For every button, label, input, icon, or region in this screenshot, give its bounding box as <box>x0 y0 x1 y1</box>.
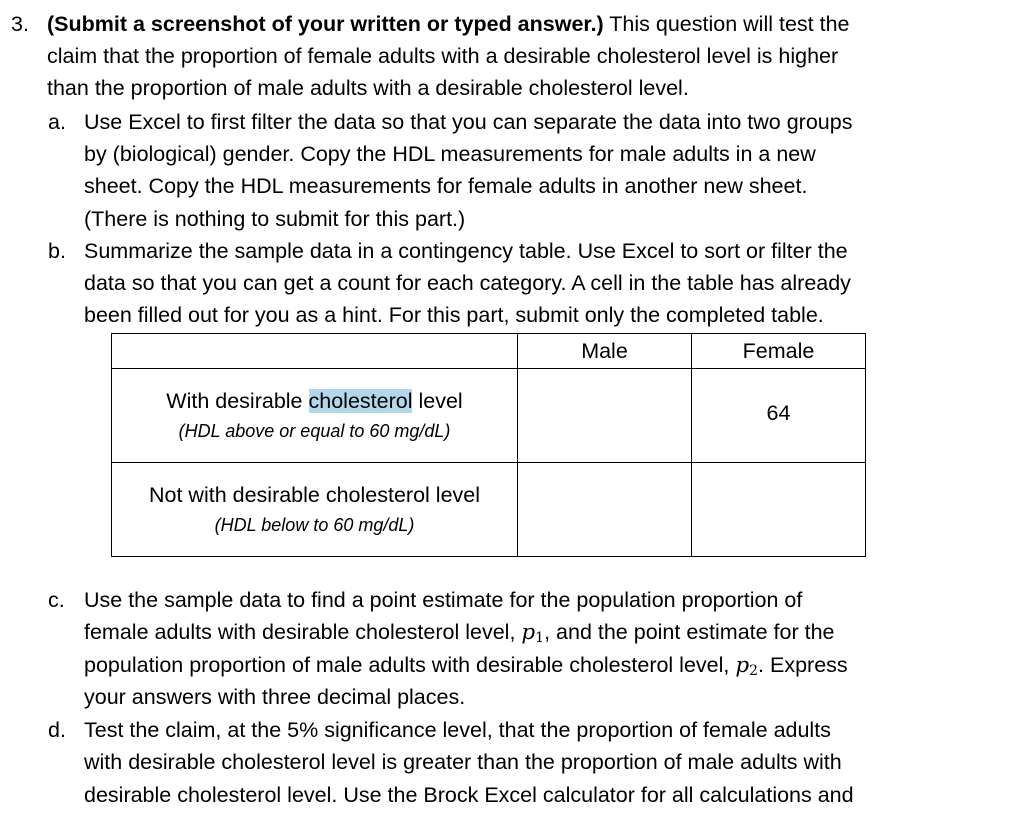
part-a-line-1: Use Excel to first filter the data so that you can separate the data into two groups <box>84 110 853 134</box>
cell-not-desirable-male[interactable] <box>518 463 692 557</box>
part-c-line-3-pre: population proportion of male adults with desirable cholesterol level, <box>84 653 736 677</box>
row-label-desirable-main <box>112 388 517 414</box>
p2-letter: p <box>735 653 750 678</box>
contingency-table <box>111 333 866 557</box>
part-c-marker: c. <box>48 588 65 612</box>
part-d-line-3: desirable cholesterol level. Use the Brock Excel calculator for all calculations and <box>84 783 854 807</box>
row-label-desirable-pre: With desirable <box>166 388 309 413</box>
part-c-line-2-pre: female adults with desirable cholesterol level, <box>84 620 522 644</box>
table-corner-cell <box>112 334 518 369</box>
p1-symbol <box>521 620 544 645</box>
part-d-marker: d. <box>48 718 66 742</box>
part-a-line-2: by (biological) gender. Copy the HDL measurements for male adults in a new <box>84 142 816 166</box>
part-a-marker: a. <box>48 110 66 134</box>
part-a-line-4: (There is nothing to submit for this part.) <box>84 207 466 231</box>
row-label-not-desirable-sub: (HDL below to 60 mg/dL) <box>214 514 415 535</box>
question-intro-line-1 <box>47 11 850 37</box>
row-label-desirable <box>112 369 518 463</box>
highlighted-word: cholesterol <box>308 388 413 413</box>
table-header-male: Male <box>518 334 692 369</box>
p1-letter: p <box>521 620 536 645</box>
table-row <box>112 369 866 463</box>
row-label-not-desirable-main: Not with desirable cholesterol level <box>148 482 481 507</box>
part-d-line-2: with desirable cholesterol level is greater than the proportion of male adults with <box>84 750 842 774</box>
question-intro-rest: This question will test the <box>603 12 850 36</box>
table-row <box>112 463 866 557</box>
part-d-line-1: Test the claim, at the 5% significance level, that the proportion of female adults <box>84 718 831 742</box>
cell-not-desirable-female[interactable] <box>692 463 866 557</box>
p2-subscript: 2 <box>749 663 759 679</box>
part-b-line-1: Summarize the sample data in a contingency table. Use Excel to sort or filter the <box>84 239 848 263</box>
question-intro-line-2: claim that the proportion of female adults with a desirable cholesterol level is higher <box>47 44 839 68</box>
part-b-line-2: data so that you can get a count for each category. A cell in the table has already <box>84 271 851 295</box>
part-c-line-3-post: . Express <box>758 653 848 677</box>
cell-desirable-female[interactable]: 64 <box>692 369 866 463</box>
question-intro-line-3: than the proportion of male adults with a desirable cholesterol level. <box>47 76 689 100</box>
p1-subscript: 1 <box>535 630 545 646</box>
part-c-line-3 <box>84 652 848 684</box>
part-b-marker: b. <box>48 239 66 263</box>
cell-desirable-male[interactable] <box>518 369 692 463</box>
row-label-not-desirable <box>112 463 518 557</box>
row-label-desirable-post: level <box>412 388 463 413</box>
part-b-line-3: been filled out for you as a hint. For this part, submit only the completed table. <box>84 303 824 327</box>
row-label-desirable-sub: (HDL above or equal to 60 mg/dL) <box>178 420 451 441</box>
table-header-row <box>112 334 866 369</box>
question-intro-bold: (Submit a screenshot of your written or typed answer.) <box>47 12 604 36</box>
part-c-line-1: Use the sample data to find a point estimate for the population proportion of <box>84 588 803 612</box>
part-c-line-4: your answers with three decimal places. <box>84 685 466 709</box>
question-number: 3. <box>11 12 29 36</box>
table-header-female: Female <box>692 334 866 369</box>
p2-symbol <box>735 653 758 678</box>
part-c-line-2 <box>84 619 835 651</box>
part-c-line-2-post: , and the point estimate for the <box>544 620 835 644</box>
part-a-line-3: sheet. Copy the HDL measurements for female adults in another new sheet. <box>84 174 808 198</box>
